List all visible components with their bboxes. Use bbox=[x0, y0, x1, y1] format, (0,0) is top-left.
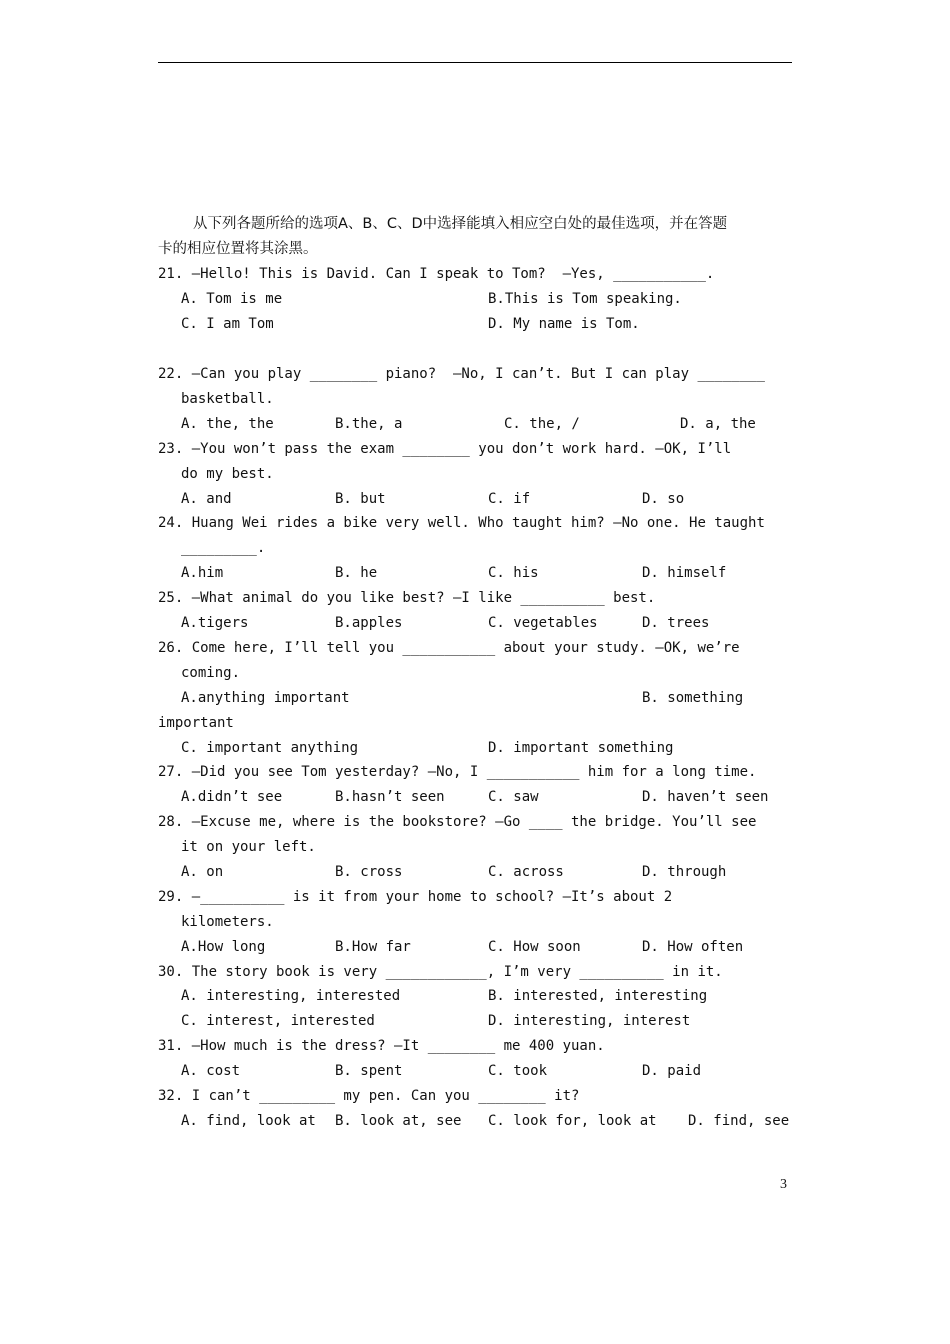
question-29-option-b: B.How far bbox=[335, 939, 411, 955]
question-21-option-a: A. Tom is me bbox=[181, 291, 283, 307]
question-25-option-d: D. trees bbox=[642, 615, 710, 631]
question-21-option-c: C. I am Tom bbox=[181, 316, 274, 332]
question-29-option-d: D. How often bbox=[642, 939, 744, 955]
question-24-option-c: C. his bbox=[488, 565, 539, 581]
question-21-option-b: B.This is Tom speaking. bbox=[488, 291, 682, 307]
question-25-option-a: A.tigers bbox=[181, 615, 249, 631]
question-23-stem-cont: do my best. bbox=[181, 466, 274, 482]
question-28-option-a: A. on bbox=[181, 864, 224, 880]
question-32-option-d: D. find, see bbox=[688, 1113, 790, 1129]
question-30-option-a: A. interesting, interested bbox=[181, 988, 401, 1004]
question-30-option-d: D. interesting, interest bbox=[488, 1013, 691, 1029]
question-27-option-a: A.didn’t see bbox=[181, 789, 283, 805]
question-21-stem: 21. —Hello! This is David. Can I speak to Tom? —Yes, ___________. bbox=[158, 266, 715, 282]
question-31-option-b: B. spent bbox=[335, 1063, 403, 1079]
question-21-option-d: D. My name is Tom. bbox=[488, 316, 640, 332]
question-29-stem-cont: kilometers. bbox=[181, 914, 274, 930]
question-23-option-d: D. so bbox=[642, 491, 685, 507]
question-27-option-b: B.hasn’t seen bbox=[335, 789, 445, 805]
question-24-stem: 24. Huang Wei rides a bike very well. Who taught him? —No one. He taught bbox=[158, 515, 765, 531]
question-26-option-d: D. important something bbox=[488, 740, 674, 756]
question-31-option-c: C. took bbox=[488, 1063, 548, 1079]
question-26-option-c: C. important anything bbox=[181, 740, 359, 756]
question-25-option-c: C. vegetables bbox=[488, 615, 598, 631]
question-29-option-a: A.How long bbox=[181, 939, 266, 955]
question-23-stem: 23. —You won’t pass the exam ________ you don’t work hard. —OK, I’ll bbox=[158, 441, 732, 457]
question-22-stem: 22. —Can you play ________ piano? —No, I can’t. But I can play ________ bbox=[158, 366, 765, 382]
question-31-stem: 31. —How much is the dress? —It ________ me 400 yuan. bbox=[158, 1038, 605, 1054]
question-28-option-d: D. through bbox=[642, 864, 727, 880]
question-28-option-c: C. across bbox=[488, 864, 564, 880]
instructions-line-2: 卡的相应位置将其涂黑。 bbox=[158, 241, 318, 257]
question-28-option-b: B. cross bbox=[335, 864, 403, 880]
question-32-option-a: A. find, look at bbox=[181, 1113, 316, 1129]
question-22-option-d: D. a, the bbox=[680, 416, 756, 432]
question-30-option-c: C. interest, interested bbox=[181, 1013, 375, 1029]
question-23-option-a: A. and bbox=[181, 491, 232, 507]
question-30-option-b: B. interested, interesting bbox=[488, 988, 708, 1004]
question-25-stem: 25. —What animal do you like best? —I like __________ best. bbox=[158, 590, 656, 606]
question-30-stem: 30. The story book is very ____________, I’m very __________ in it. bbox=[158, 964, 723, 980]
question-28-stem: 28. —Excuse me, where is the bookstore? —Go ____ the bridge. You’ll see bbox=[158, 814, 757, 830]
question-26-option-b: B. something bbox=[642, 690, 744, 706]
question-29-option-c: C. How soon bbox=[488, 939, 581, 955]
question-24-option-d: D. himself bbox=[642, 565, 727, 581]
question-32-option-b: B. look at, see bbox=[335, 1113, 462, 1129]
question-31-option-d: D. paid bbox=[642, 1063, 702, 1079]
question-27-stem: 27. —Did you see Tom yesterday? —No, I ___________ him for a long time. bbox=[158, 764, 757, 780]
question-26-option-b-cont: important bbox=[158, 715, 234, 731]
question-24-stem-cont: _________. bbox=[181, 540, 266, 556]
question-23-option-b: B. but bbox=[335, 491, 386, 507]
question-32-option-c: C. look for, look at bbox=[488, 1113, 657, 1129]
question-24-option-a: A.him bbox=[181, 565, 224, 581]
header-rule bbox=[158, 62, 792, 63]
question-27-option-c: C. saw bbox=[488, 789, 539, 805]
question-26-stem: 26. Come here, I’ll tell you ___________ about your study. —OK, we’re bbox=[158, 640, 740, 656]
question-24-option-b: B. he bbox=[335, 565, 378, 581]
question-28-stem-cont: it on your left. bbox=[181, 839, 316, 855]
question-32-stem: 32. I can’t _________ my pen. Can you ________ it? bbox=[158, 1088, 580, 1104]
question-23-option-c: C. if bbox=[488, 491, 531, 507]
question-22-option-b: B.the, a bbox=[335, 416, 403, 432]
page-number: 3 bbox=[780, 1177, 787, 1192]
question-31-option-a: A. cost bbox=[181, 1063, 241, 1079]
instructions-line-1: 从下列各题所给的选项A、B、C、D中选择能填入相应空白处的最佳选项，并在答题 bbox=[193, 216, 728, 232]
question-29-stem: 29. —__________ is it from your home to school? —It’s about 2 bbox=[158, 889, 673, 905]
question-25-option-b: B.apples bbox=[335, 615, 403, 631]
question-22-stem-cont: basketball. bbox=[181, 391, 274, 407]
question-22-option-a: A. the, the bbox=[181, 416, 274, 432]
question-26-stem-cont: coming. bbox=[181, 665, 241, 681]
question-22-option-c: C. the, / bbox=[504, 416, 580, 432]
question-26-option-a: A.anything important bbox=[181, 690, 350, 706]
question-27-option-d: D. haven’t seen bbox=[642, 789, 769, 805]
